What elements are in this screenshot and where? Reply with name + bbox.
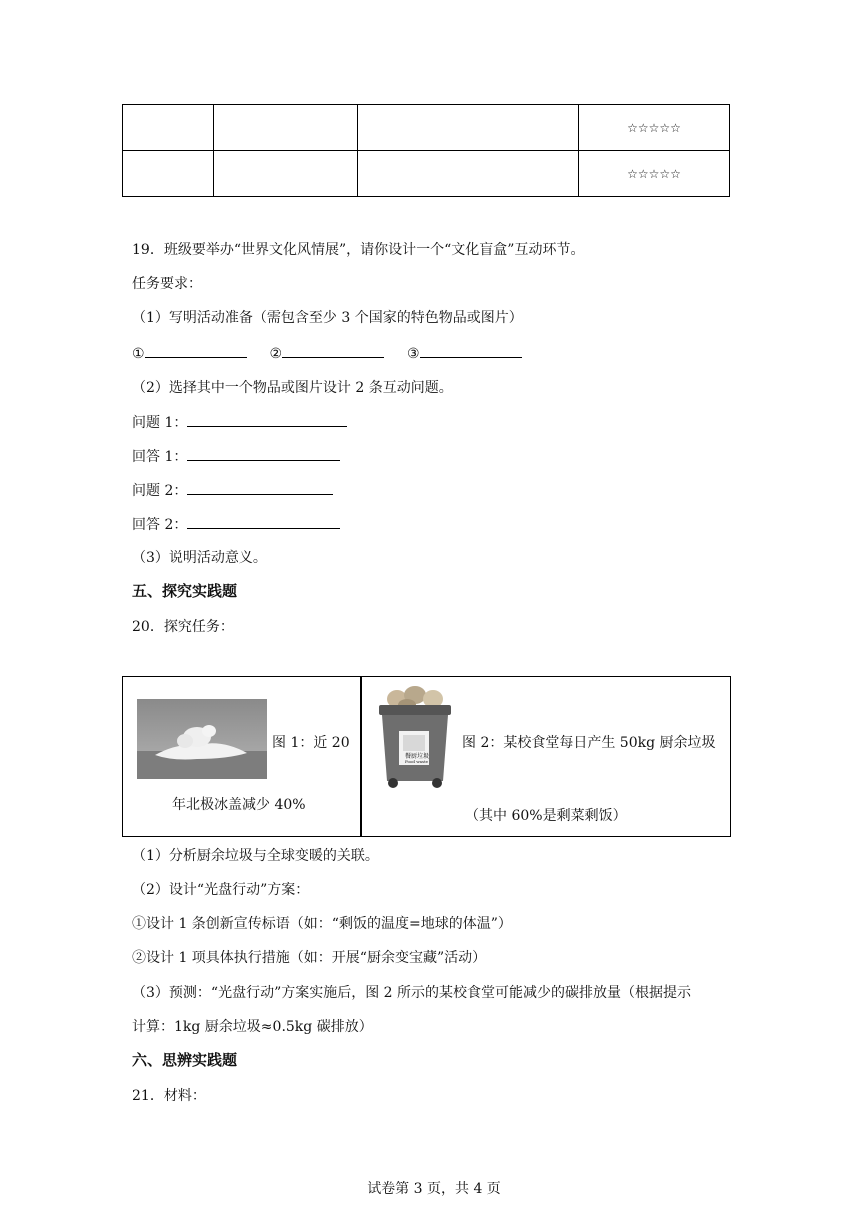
q19-part2: （2）选择其中一个物品或图片设计 2 条互动问题。	[132, 380, 453, 396]
q19-part3: （3）说明活动意义。	[132, 550, 267, 566]
table-row	[123, 105, 730, 151]
q19-title: 19．班级要举办“世界文化风情展”，请你设计一个“文化盲盒”互动环节。	[132, 242, 585, 258]
q20-part2-2: ②设计 1 项具体执行措施（如：开展“厨余变宝藏”活动）	[132, 950, 487, 966]
section5-heading: 五、探究实践题	[132, 582, 238, 600]
q21-title: 21．材料：	[132, 1088, 206, 1104]
evaluation-table	[122, 104, 730, 197]
q20-title: 20．探究任务：	[132, 619, 234, 635]
item-1-marker: ①	[132, 346, 145, 362]
q19-part1: （1）写明活动准备（需包含至少 3 个国家的特色物品或图片）	[132, 310, 523, 326]
q19-question1: 问题 1：	[132, 412, 347, 433]
food-waste-bin-icon	[375, 685, 455, 791]
item-2-blank[interactable]	[282, 343, 384, 358]
q20-part1: （1）分析厨余垃圾与全球变暖的关联。	[132, 848, 379, 864]
q19-answer1: 回答 1：	[132, 446, 340, 467]
figure2-cell	[360, 676, 731, 837]
rating-stars[interactable]: ☆☆☆☆☆	[579, 105, 730, 151]
item-3-marker: ③	[406, 346, 420, 362]
rating-stars[interactable]: ☆☆☆☆☆	[579, 151, 730, 197]
table-row	[123, 151, 730, 197]
item-3-blank[interactable]	[420, 343, 522, 358]
q20-part2: （2）设计“光盘行动”方案：	[132, 882, 310, 898]
figure2-caption-a: 图 2：某校食堂每日产生 50kg 厨余垃圾	[462, 735, 716, 751]
q19-answer2: 回答 2：	[132, 514, 340, 535]
figure2-caption-b: （其中 60%是剩菜剩饭）	[465, 808, 627, 824]
page-footer: 试卷第 3 页，共 4 页	[367, 1181, 501, 1197]
bin-sublabel: Food waste	[405, 759, 429, 764]
figure1-caption-a: 图 1：近 20	[272, 735, 350, 751]
q20-part3-b: 计算：1kg 厨余垃圾≈0.5kg 碳排放）	[132, 1019, 373, 1035]
q19-question2: 问题 2：	[132, 480, 333, 501]
item-2-marker: ②	[269, 346, 283, 362]
section6-heading: 六、思辨实践题	[132, 1051, 238, 1069]
q19-items-row	[132, 343, 522, 364]
figure1-cell	[122, 676, 362, 837]
question2-blank[interactable]	[187, 480, 333, 495]
q19-task-label: 任务要求：	[132, 276, 202, 292]
answer1-blank[interactable]	[187, 446, 340, 461]
bin-label: 餐厨垃圾	[405, 753, 430, 760]
polar-bear-photo	[137, 699, 267, 779]
figure1-caption-b: 年北极冰盖减少 40%	[172, 797, 306, 813]
q20-part2-1: ①设计 1 条创新宣传标语（如：“剩饭的温度=地球的体温”）	[132, 916, 512, 932]
item-1-blank[interactable]	[145, 343, 247, 358]
question1-blank[interactable]	[187, 412, 347, 427]
q20-part3-a: （3）预测：“光盘行动”方案实施后，图 2 所示的某校食堂可能减少的碳排放量（根据提示	[132, 985, 692, 1001]
answer2-blank[interactable]	[187, 514, 340, 529]
